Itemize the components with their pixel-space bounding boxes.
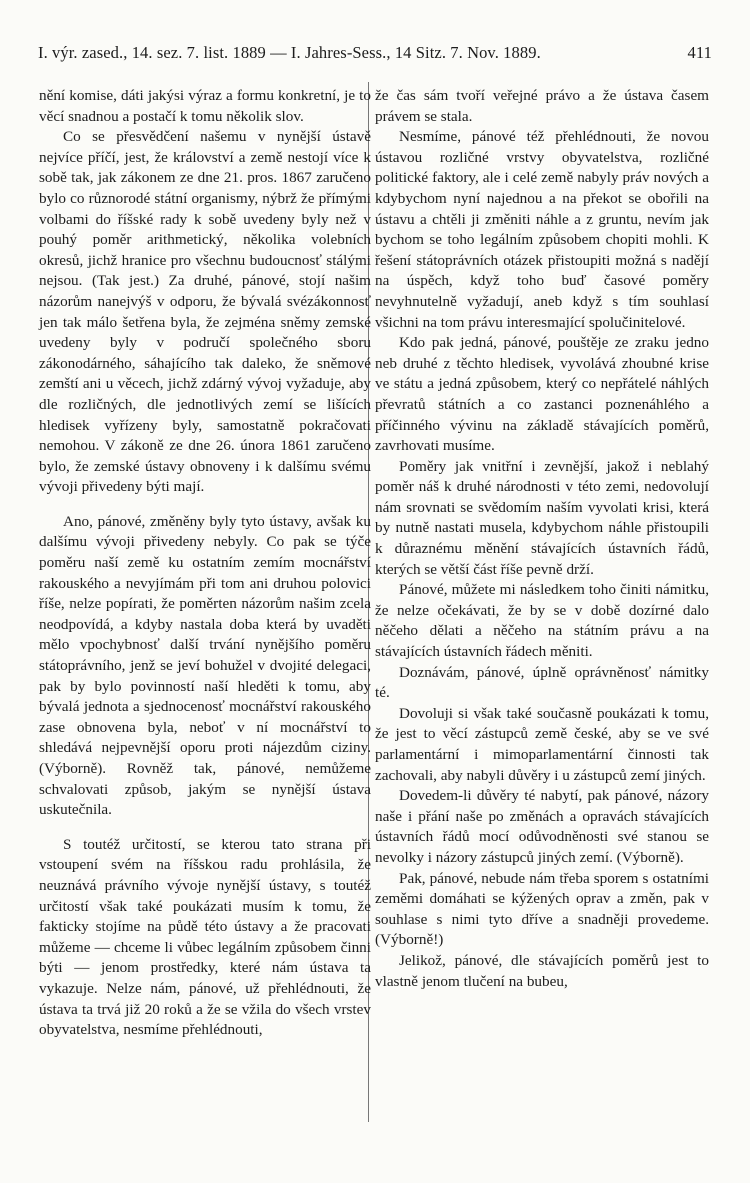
page-header bbox=[38, 43, 712, 63]
page-number: 411 bbox=[687, 43, 712, 62]
paragraph: Poměry jak vnitřní i zevnější, jakož i neblahý poměr náš k druhé národnosti v této zemi, nedovolují nám srovnati se svědomím naším vyvolati krisi, která by nutně nastati musela, kdybychom náhle přistoupili k důraznému měnění stávajících ústavních řádů, kterých se větší část říše pevně drží. bbox=[375, 457, 709, 578]
paragraph: Nesmíme, pánové též přehlédnouti, že novou ústavou rozličné vrstvy obyvatelstva, rozličné politické faktory, ale i celé země nabyly práv nových a kdybychom nyní najednou a na překot se obořili na ústavu a chtěli ji změniti náhle a z gruntu, nevím jak bychom se toho legálním způsobem chopiti mohli. K řešení státoprávních otázek přistoupiti možná s nadějí na úspěch, když toho buď časové poměry nevyhnutelně vyžadují, aneb když s tím souhlasí všichni na tom právu interesmající spolučinitelové. bbox=[375, 128, 709, 331]
paragraph: Kdo pak jedná, pánové, pouštěje ze zraku jedno neb druhé z těchto hledisek, vyvolává zhoubné krise ve státu a jedná způsobem, který co nepřátelé náhlých převratů státních a co zastanci poznenáhlého a příčinného vývinu na základě stávajících poměrů, zavrhovati musíme. bbox=[375, 334, 709, 455]
paragraph: S toutéž určitostí, se kterou tato strana při vstoupení svém na říšskou radu prohlásila, že neuznává právního vývoje nynější ústavy, s toutéž určitostí však také poukázati musím k tomu, že fakticky stojíme na půdě této ústavy a že pracovati můžeme — chceme li vůbec legálním způsobem činni býti — jenom prostředky, které nám ústava ta vykazuje. Nelze nám, pánové, už přehlédnouti, že ústava ta trvá již 20 roků a že se vžila do všech vrstev obyvatelstva, nesmíme přehlédnouti, bbox=[39, 835, 371, 1039]
left-column bbox=[39, 86, 371, 1041]
paragraph: Dovoluji si však také současně poukázati k tomu, že jest to věcí zástupců země české, aby se ve své parlamentární i mimoparlamentární činnosti tak zachovali, aby nabyli důvěry i u zástupců zemí jiných. bbox=[375, 704, 709, 784]
paragraph: Ano, pánové, změněny byly tyto ústavy, avšak ku dalšímu vývoji přivedeny nebyly. Co pak se týče poměru naší země ku ostatním zemím mocnářství rakouského a nevyjímám při tom ani druhou polovici říše, nelze popírati, že poměrten názorům našim zcela neodpovídá, a kdyby nastala doba která by uvaděti mělo vpochybnosť další trvání nynějšího poměru státoprávního, jenž se jeví bohužel v dvojité delegaci, pak by bylo povinností naší hleděti k tomu, aby bývalá jednota a sjednocenosť mocnářství rakouského zase obnovena byla, neboť v ní mocnářství to shledává nejpevnější oporu proti nájezdům ciziny. (Výborně). Rovněž tak, pánové, nemůžeme schvalovati způsob, jakým se nynější ústava uskutečnila. bbox=[39, 512, 371, 819]
right-column bbox=[375, 86, 709, 992]
paragraph: Pánové, můžete mi následkem toho činiti námitku, že nelze očekávati, že by se v době dozírné dalo něčeho dělati a něčeho na státním právu a na stávajících ústavních řádech měniti. bbox=[375, 581, 709, 661]
paragraph: nění komise, dáti jakýsi výraz a formu konkretní, je to věcí snadnou a postačí k tomu několik slov. bbox=[39, 87, 371, 125]
paragraph: Co se přesvědčení našemu v nynější ústavě nejvíce příčí, jest, že království a země nestojí více k sobě tak, jak zákonem ze dne 21. pros. 1867 zaručeno bylo co různorodé státní organismy, nýbrž že přímými volbami do říšské rady k sobě uvedeny byly než v pouhý poměr arithmetický, několika volebních okresů, jichž hranice pro všechnu budoucnosť stálými nejsou. (Tak jest.) Za druhé, pánové, stojí našim názorům nanejvýš v odporu, že bývalá svézákonnosť jen tak málo šetřena byla, že zejména sněmy zemské uvedeny byly v područí společného sboru zákonodárného, sáhajícího tak daleko, že sněmové zemští ani u věcech, jichž zdárný vývoj vyžaduje, aby dle rozličných, dle jednotlivých zemí se lišících hledisek vyřízeny byly, samostatně pokračovati nemohou. V zákoně ze dne 26. února 1861 zaručeno bylo, že zemské ústavy obnoveny i k dalšímu svému vývoji přivedeny býti mají. bbox=[39, 128, 371, 496]
running-header: I. výr. zased., 14. sez. 7. list. 1889 — I. Jahres-Sess., 14 Sitz. 7. Nov. 1889. bbox=[38, 43, 541, 62]
paragraph: Doznávám, pánové, úplně oprávněnosť námitky té. bbox=[375, 663, 709, 702]
paragraph: Dovedem-li důvěry té nabytí, pak pánové, názory naše i přání naše po změnách a opravách stávajících ústavních řádů mocí odůvodněnosti své stanou se nevolky i názory zástupců jiných zemí. (Výborně). bbox=[375, 787, 709, 866]
paragraph: že čas sám tvoří veřejné právo a že ústava časem právem se stala. bbox=[375, 87, 709, 125]
paragraph: Pak, pánové, nebude nám třeba sporem s ostatními zeměmi domáhati se kýžených oprav a změn, pak v souhlase s nimi tyto dříve a snadněji provedeme. (Výborně!) bbox=[375, 869, 709, 949]
paragraph: Jelikož, pánové, dle stávajících poměrů jest to vlastně jenom tlučení na bubeu, bbox=[375, 951, 709, 990]
